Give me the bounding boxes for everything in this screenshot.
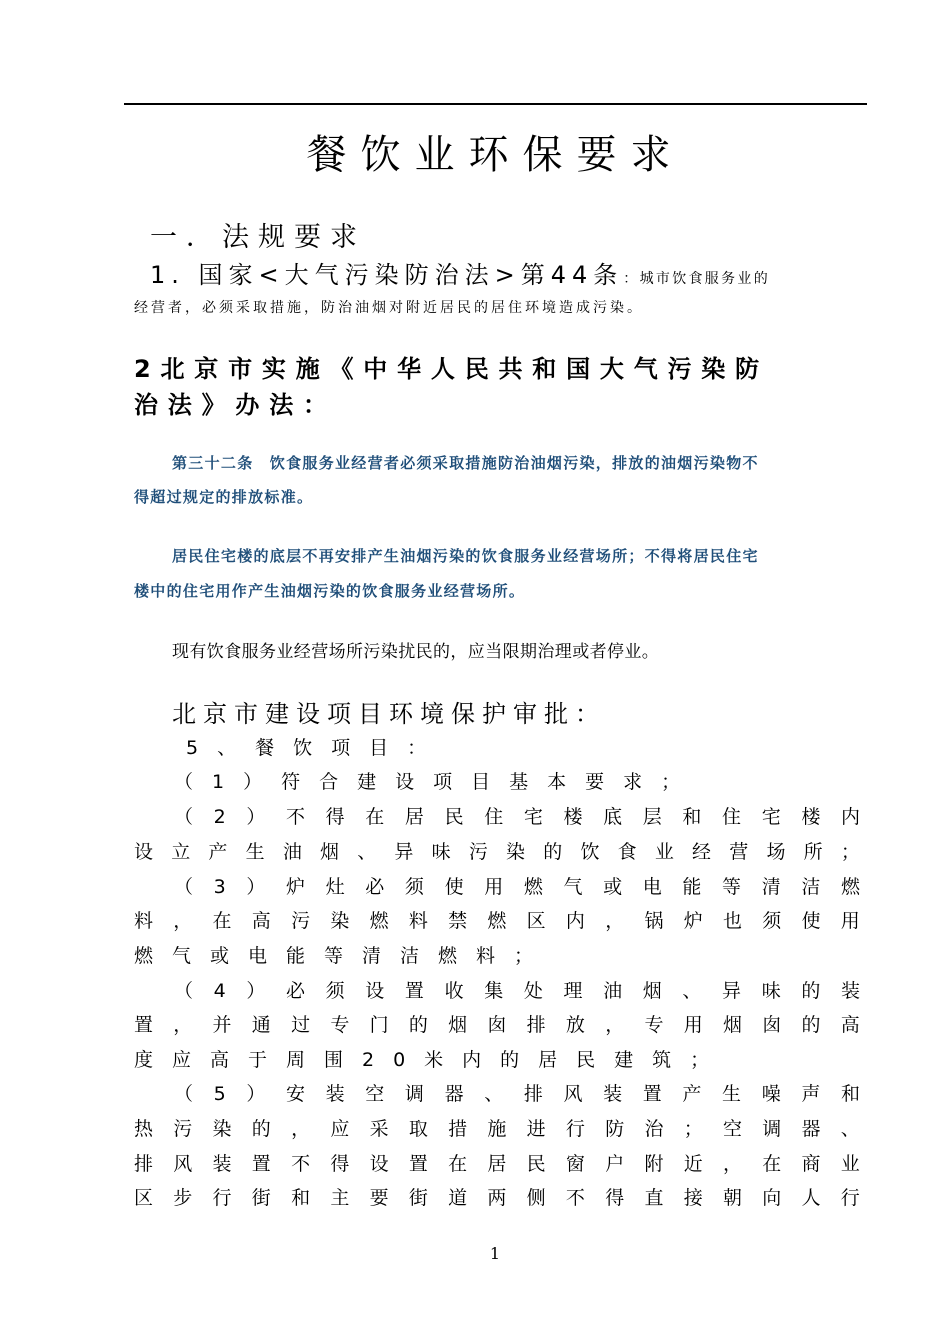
approval-line: 区 步 行 街 和 主 要 街 道 两 侧 不 得 直 接 朝 向 人 行 (134, 1187, 860, 1209)
approval-line: 排 风 装 置 不 得 设 置 在 居 民 窗 户 附 近 ， 在 商 业 (134, 1153, 860, 1175)
document-title: 餐饮业环保要求 (306, 132, 685, 178)
approval-heading: 北京市建设项目环境保护审批： (172, 700, 606, 728)
approval-line: （ 4 ） 必 须 设 置 收 集 处 理 油 烟 、 异 味 的 装 (174, 980, 860, 1002)
approval-line: （ 3 ） 炉 灶 必 须 使 用 燃 气 或 电 能 等 清 洁 燃 (174, 876, 860, 898)
section-heading-regulations: 一．法规要求 (150, 222, 366, 253)
approval-line: 燃气或电能等清洁燃料； (134, 945, 553, 967)
header-rule (124, 103, 867, 105)
page-number: 1 (489, 1244, 501, 1263)
approval-line: 置 ， 并 通 过 专 门 的 烟 囱 排 放 ， 专 用 烟 囱 的 高 (134, 1014, 860, 1036)
national-law-continuation: 经营者，必须采取措施，防治油烟对附近居民的居住环境造成污染。 (134, 300, 644, 316)
residential-rule-line1: 居民住宅楼的底层不再安排产生油烟污染的饮食服务业经营场所；不得将居民住宅 (172, 547, 759, 565)
article-32-line2: 得超过规定的排放标准。 (134, 488, 314, 506)
approval-line: （1）符合建设项目基本要求； (174, 771, 700, 793)
approval-line: （ 2 ） 不 得 在 居 民 住 宅 楼 底 层 和 住 宅 楼 内 (174, 806, 860, 828)
national-law-line (150, 258, 770, 296)
approval-line: 度应高于周围20米内的居民建筑； (134, 1049, 729, 1071)
article-32-line1: 第三十二条 饮食服务业经营者必须采取措施防治油烟污染，排放的油烟污染物不 (172, 454, 759, 472)
approval-line: 热 污 染 的 ， 应 采 取 措 施 进 行 防 治 ； 空 调 器 、 (134, 1118, 860, 1140)
national-law-lead: 1. 国家<大气污染防治法>第44条 (150, 261, 624, 289)
approval-line: （ 5 ） 安 装 空 调 器 、 排 风 装 置 产 生 噪 声 和 (174, 1083, 860, 1105)
existing-business-rule: 现有饮食服务业经营场所污染扰民的，应当限期治理或者停业。 (172, 642, 660, 662)
approval-line: 设 立 产 生 油 烟 、 异 味 污 染 的 饮 食 业 经 营 场 所 ； (134, 841, 860, 863)
national-law-tail: ：城市饮食服务业的 (623, 271, 770, 287)
beijing-law-heading-line2: 治法》办法： (134, 391, 337, 419)
approval-line: 料 ， 在 高 污 染 燃 料 禁 燃 区 内 ， 锅 炉 也 须 使 用 (134, 910, 860, 932)
approval-line: 5、餐饮项目： (186, 737, 446, 759)
residential-rule-line2: 楼中的住宅用作产生油烟污染的饮食服务业经营场所。 (134, 582, 526, 600)
beijing-law-heading-line1: 2北京市实施《中华人民共和国大气污染防 (134, 355, 769, 383)
